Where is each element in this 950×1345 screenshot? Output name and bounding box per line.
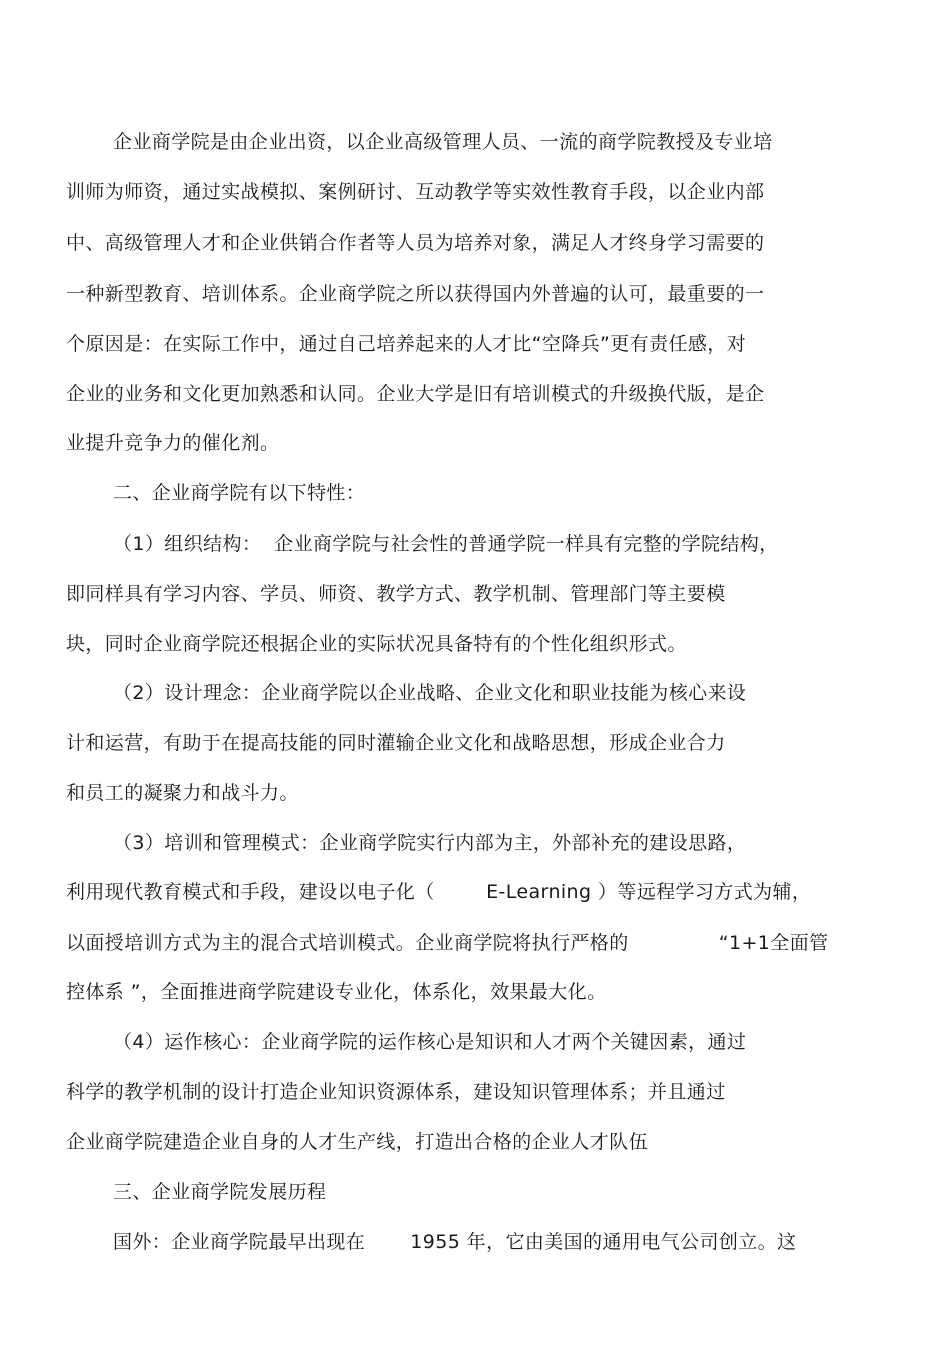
paragraph-1-line-3: 中、高级管理人才和企业供销合作者等人员为培养对象，满足人才终身学习需要的 — [66, 232, 765, 254]
section-heading-3: 三、企业商学院发展历程 — [113, 1181, 327, 1203]
item-3-line-4: 控体系 ”，全面推进商学院建设专业化，体系化，效果最大化。 — [66, 981, 607, 1003]
paragraph-1-line-2: 训师为师资，通过实战模拟、案例研讨、互动教学等实效性教育手段，以企业内部 — [66, 181, 765, 203]
paragraph-last-line-1: 国外：企业商学院最早出现在 1955 年，它由美国的通用电气公司创立。这 — [113, 1231, 797, 1253]
item-3-line-3: 以面授培训方式为主的混合式培训模式。企业商学院将执行严格的 “1+1全面管 — [66, 932, 829, 954]
item-4-line-3: 企业商学院建造企业自身的人才生产线，打造出合格的企业人才队伍 — [66, 1131, 649, 1153]
item-3-line-1: （3）培训和管理模式：企业商学院实行内部为主，外部补充的建设思路， — [113, 832, 747, 854]
item-2-line-2: 计和运营，有助于在提高技能的同时灌输企业文化和战略思想，形成企业合力 — [66, 732, 726, 754]
item-3-line-2: 利用现代教育模式和手段，建设以电子化（ E-Learning ）等远程学习方式为辅， — [66, 881, 812, 903]
paragraph-1-line-4: 一种新型教育、培训体系。企业商学院之所以获得国内外普遍的认可，最重要的一 — [66, 283, 765, 305]
item-2-line-3: 和员工的凝聚力和战斗力。 — [66, 782, 299, 804]
paragraph-1-line-6: 企业的业务和文化更加熟悉和认同。企业大学是旧有培训模式的升级换代版，是企 — [66, 383, 765, 405]
item-4-line-2: 科学的教学机制的设计打造企业知识资源体系，建设知识管理体系；并且通过 — [66, 1081, 726, 1103]
item-1-line-1: （1）组织结构： 企业商学院与社会性的普通学院一样具有完整的学院结构， — [113, 533, 779, 555]
paragraph-1-line-5: 个原因是：在实际工作中，通过自己培养起来的人才比“空降兵”更有责任感，对 — [66, 333, 747, 355]
item-1-line-3: 块，同时企业商学院还根据企业的实际状况具备特有的个性化组织形式。 — [66, 633, 687, 655]
item-1-line-2: 即同样具有学习内容、学员、师资、教学方式、教学机制、管理部门等主要模 — [66, 583, 726, 605]
paragraph-1-line-7: 业提升竞争力的催化剂。 — [66, 432, 280, 454]
item-2-line-1: （2）设计理念：企业商学院以企业战略、企业文化和职业技能为核心来设 — [113, 682, 747, 704]
item-4-line-1: （4）运作核心：企业商学院的运作核心是知识和人才两个关键因素，通过 — [113, 1031, 747, 1053]
section-heading-2: 二、企业商学院有以下特性： — [113, 482, 366, 504]
paragraph-1-line-1: 企业商学院是由企业出资，以企业高级管理人员、一流的商学院教授及专业培 — [113, 131, 773, 153]
